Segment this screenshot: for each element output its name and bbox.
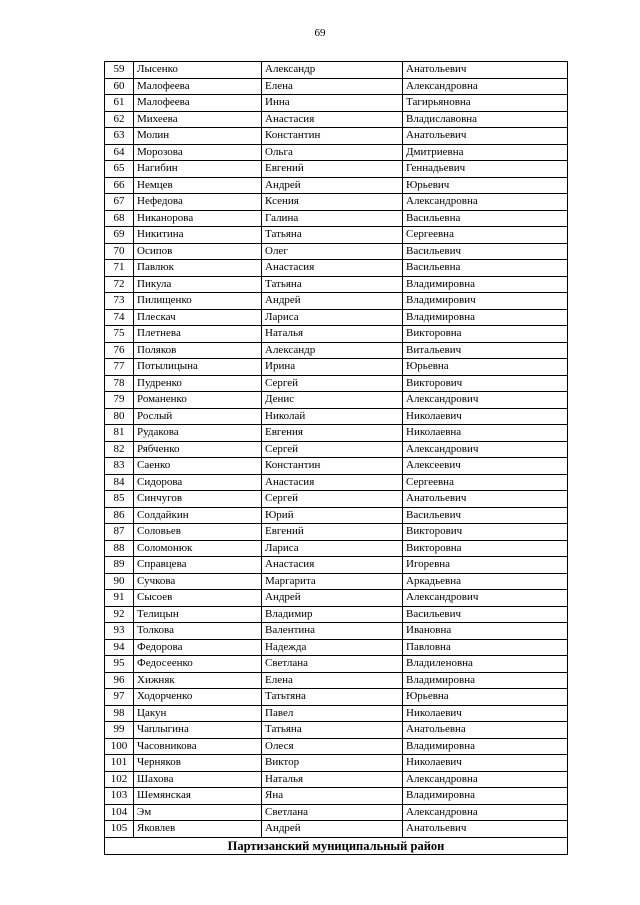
row-number-cell: 77 bbox=[105, 359, 134, 376]
row-number-cell: 100 bbox=[105, 738, 134, 755]
row-number-cell: 82 bbox=[105, 441, 134, 458]
first-name-cell: Денис bbox=[262, 392, 403, 409]
surname-cell: Малофеева bbox=[134, 78, 262, 95]
table-row bbox=[105, 375, 568, 392]
table-row bbox=[105, 260, 568, 277]
table-row bbox=[105, 474, 568, 491]
surname-cell: Павлюк bbox=[134, 260, 262, 277]
first-name-cell: Константин bbox=[262, 128, 403, 145]
surname-cell: Нагибин bbox=[134, 161, 262, 178]
surname-cell: Черняков bbox=[134, 755, 262, 772]
table-row bbox=[105, 507, 568, 524]
patronymic-cell: Васильевич bbox=[403, 507, 568, 524]
table-row bbox=[105, 309, 568, 326]
surname-cell: Осипов bbox=[134, 243, 262, 260]
surname-cell: Плескач bbox=[134, 309, 262, 326]
patronymic-cell: Сергеевна bbox=[403, 474, 568, 491]
surname-cell: Хижняк bbox=[134, 672, 262, 689]
patronymic-cell: Александровна bbox=[403, 194, 568, 211]
patronymic-cell: Анатольевич bbox=[403, 491, 568, 508]
patronymic-cell: Владиславовна bbox=[403, 111, 568, 128]
row-number-cell: 69 bbox=[105, 227, 134, 244]
section-heading-row bbox=[105, 837, 568, 854]
surname-cell: Яковлев bbox=[134, 821, 262, 838]
surname-cell: Сысоев bbox=[134, 590, 262, 607]
surname-cell: Нефедова bbox=[134, 194, 262, 211]
patronymic-cell: Владимировна bbox=[403, 276, 568, 293]
first-name-cell: Андрей bbox=[262, 293, 403, 310]
surname-cell: Молин bbox=[134, 128, 262, 145]
surname-cell: Цакун bbox=[134, 705, 262, 722]
row-number-cell: 62 bbox=[105, 111, 134, 128]
surname-cell: Синчугов bbox=[134, 491, 262, 508]
surname-cell: Шемянская bbox=[134, 788, 262, 805]
row-number-cell: 75 bbox=[105, 326, 134, 343]
row-number-cell: 84 bbox=[105, 474, 134, 491]
surname-cell: Плетнева bbox=[134, 326, 262, 343]
surname-cell: Немцев bbox=[134, 177, 262, 194]
first-name-cell: Елена bbox=[262, 78, 403, 95]
row-number-cell: 61 bbox=[105, 95, 134, 112]
row-number-cell: 81 bbox=[105, 425, 134, 442]
table-row bbox=[105, 227, 568, 244]
patronymic-cell: Юрьевич bbox=[403, 177, 568, 194]
patronymic-cell: Викторович bbox=[403, 375, 568, 392]
surname-cell: Солдайкин bbox=[134, 507, 262, 524]
table-row bbox=[105, 705, 568, 722]
patronymic-cell: Александрович bbox=[403, 441, 568, 458]
row-number-cell: 96 bbox=[105, 672, 134, 689]
patronymic-cell: Александровна bbox=[403, 804, 568, 821]
patronymic-cell: Дмитриевна bbox=[403, 144, 568, 161]
patronymic-cell: Юрьевна bbox=[403, 359, 568, 376]
surname-cell: Пилищенко bbox=[134, 293, 262, 310]
table-row bbox=[105, 755, 568, 772]
patronymic-cell: Васильевич bbox=[403, 606, 568, 623]
row-number-cell: 93 bbox=[105, 623, 134, 640]
first-name-cell: Андрей bbox=[262, 821, 403, 838]
first-name-cell: Светлана bbox=[262, 656, 403, 673]
patronymic-cell: Васильевич bbox=[403, 243, 568, 260]
surname-cell: Ходорченко bbox=[134, 689, 262, 706]
first-name-cell: Ирина bbox=[262, 359, 403, 376]
patronymic-cell: Викторовна bbox=[403, 540, 568, 557]
patronymic-cell: Анатольевич bbox=[403, 128, 568, 145]
first-name-cell: Юрий bbox=[262, 507, 403, 524]
row-number-cell: 102 bbox=[105, 771, 134, 788]
first-name-cell: Светлана bbox=[262, 804, 403, 821]
row-number-cell: 104 bbox=[105, 804, 134, 821]
table-row bbox=[105, 590, 568, 607]
table-row bbox=[105, 276, 568, 293]
table-row bbox=[105, 491, 568, 508]
row-number-cell: 95 bbox=[105, 656, 134, 673]
patronymic-cell: Александровна bbox=[403, 771, 568, 788]
first-name-cell: Татьяна bbox=[262, 276, 403, 293]
surname-cell: Лысенко bbox=[134, 62, 262, 79]
surname-cell: Соломонюк bbox=[134, 540, 262, 557]
first-name-cell: Сергей bbox=[262, 491, 403, 508]
surname-cell: Рудакова bbox=[134, 425, 262, 442]
first-name-cell: Ольга bbox=[262, 144, 403, 161]
table-row bbox=[105, 738, 568, 755]
table-row bbox=[105, 326, 568, 343]
patronymic-cell: Павловна bbox=[403, 639, 568, 656]
first-name-cell: Яна bbox=[262, 788, 403, 805]
first-name-cell: Александр bbox=[262, 342, 403, 359]
table-row bbox=[105, 672, 568, 689]
table-row bbox=[105, 441, 568, 458]
surname-cell: Рослый bbox=[134, 408, 262, 425]
row-number-cell: 78 bbox=[105, 375, 134, 392]
row-number-cell: 59 bbox=[105, 62, 134, 79]
first-name-cell: Наталья bbox=[262, 326, 403, 343]
surname-cell: Федосеенко bbox=[134, 656, 262, 673]
patronymic-cell: Николаевич bbox=[403, 755, 568, 772]
surname-cell: Эм bbox=[134, 804, 262, 821]
table-row bbox=[105, 804, 568, 821]
table-row bbox=[105, 243, 568, 260]
table-row bbox=[105, 771, 568, 788]
first-name-cell: Анастасия bbox=[262, 474, 403, 491]
first-name-cell: Александр bbox=[262, 62, 403, 79]
table-row bbox=[105, 722, 568, 739]
row-number-cell: 89 bbox=[105, 557, 134, 574]
table-row bbox=[105, 639, 568, 656]
row-number-cell: 98 bbox=[105, 705, 134, 722]
surname-cell: Морозова bbox=[134, 144, 262, 161]
table-row bbox=[105, 408, 568, 425]
surname-cell: Романенко bbox=[134, 392, 262, 409]
patronymic-cell: Анатольевич bbox=[403, 821, 568, 838]
patronymic-cell: Алексеевич bbox=[403, 458, 568, 475]
section-heading: Партизанский муниципальный район bbox=[105, 837, 568, 854]
table-row bbox=[105, 78, 568, 95]
first-name-cell: Николай bbox=[262, 408, 403, 425]
first-name-cell: Сергей bbox=[262, 375, 403, 392]
patronymic-cell: Аркадьевна bbox=[403, 573, 568, 590]
first-name-cell: Инна bbox=[262, 95, 403, 112]
first-name-cell: Владимир bbox=[262, 606, 403, 623]
surname-cell: Телицын bbox=[134, 606, 262, 623]
patronymic-cell: Юрьевна bbox=[403, 689, 568, 706]
table-row bbox=[105, 359, 568, 376]
row-number-cell: 97 bbox=[105, 689, 134, 706]
surname-cell: Михеева bbox=[134, 111, 262, 128]
row-number-cell: 67 bbox=[105, 194, 134, 211]
first-name-cell: Павел bbox=[262, 705, 403, 722]
first-name-cell: Андрей bbox=[262, 590, 403, 607]
row-number-cell: 70 bbox=[105, 243, 134, 260]
first-name-cell: Виктор bbox=[262, 755, 403, 772]
row-number-cell: 72 bbox=[105, 276, 134, 293]
table-row bbox=[105, 144, 568, 161]
patronymic-cell: Владимировна bbox=[403, 788, 568, 805]
table-row bbox=[105, 194, 568, 211]
row-number-cell: 65 bbox=[105, 161, 134, 178]
surname-cell: Толкова bbox=[134, 623, 262, 640]
patronymic-cell: Тагирьяновна bbox=[403, 95, 568, 112]
roster-body bbox=[105, 62, 568, 838]
patronymic-cell: Геннадьевич bbox=[403, 161, 568, 178]
row-number-cell: 90 bbox=[105, 573, 134, 590]
surname-cell: Сидорова bbox=[134, 474, 262, 491]
row-number-cell: 105 bbox=[105, 821, 134, 838]
row-number-cell: 74 bbox=[105, 309, 134, 326]
table-row bbox=[105, 128, 568, 145]
row-number-cell: 73 bbox=[105, 293, 134, 310]
surname-cell: Соловьев bbox=[134, 524, 262, 541]
surname-cell: Рябченко bbox=[134, 441, 262, 458]
first-name-cell: Галина bbox=[262, 210, 403, 227]
surname-cell: Чаплыгина bbox=[134, 722, 262, 739]
row-number-cell: 88 bbox=[105, 540, 134, 557]
row-number-cell: 71 bbox=[105, 260, 134, 277]
first-name-cell: Маргарита bbox=[262, 573, 403, 590]
patronymic-cell: Николаевич bbox=[403, 705, 568, 722]
table-row bbox=[105, 111, 568, 128]
table-row bbox=[105, 177, 568, 194]
patronymic-cell: Владиленовна bbox=[403, 656, 568, 673]
first-name-cell: Анастасия bbox=[262, 260, 403, 277]
row-number-cell: 101 bbox=[105, 755, 134, 772]
page-number: 69 bbox=[314, 27, 326, 39]
surname-cell: Сучкова bbox=[134, 573, 262, 590]
patronymic-cell: Сергеевна bbox=[403, 227, 568, 244]
roster-table bbox=[104, 61, 568, 855]
table-row bbox=[105, 573, 568, 590]
patronymic-cell: Анатольевич bbox=[403, 62, 568, 79]
row-number-cell: 79 bbox=[105, 392, 134, 409]
row-number-cell: 92 bbox=[105, 606, 134, 623]
surname-cell: Никанорова bbox=[134, 210, 262, 227]
row-number-cell: 76 bbox=[105, 342, 134, 359]
patronymic-cell: Владимировна bbox=[403, 672, 568, 689]
patronymic-cell: Анатольевна bbox=[403, 722, 568, 739]
surname-cell: Никитина bbox=[134, 227, 262, 244]
patronymic-cell: Владимирович bbox=[403, 293, 568, 310]
patronymic-cell: Васильевна bbox=[403, 210, 568, 227]
table-row bbox=[105, 161, 568, 178]
patronymic-cell: Николаевна bbox=[403, 425, 568, 442]
surname-cell: Малофеева bbox=[134, 95, 262, 112]
table-row bbox=[105, 524, 568, 541]
patronymic-cell: Викторовна bbox=[403, 326, 568, 343]
table-row bbox=[105, 62, 568, 79]
row-number-cell: 64 bbox=[105, 144, 134, 161]
patronymic-cell: Витальевич bbox=[403, 342, 568, 359]
surname-cell: Пикула bbox=[134, 276, 262, 293]
table-row bbox=[105, 557, 568, 574]
table-row bbox=[105, 458, 568, 475]
surname-cell: Федорова bbox=[134, 639, 262, 656]
table-row bbox=[105, 821, 568, 838]
first-name-cell: Анастасия bbox=[262, 557, 403, 574]
patronymic-cell: Игоревна bbox=[403, 557, 568, 574]
table-row bbox=[105, 656, 568, 673]
surname-cell: Поляков bbox=[134, 342, 262, 359]
row-number-cell: 103 bbox=[105, 788, 134, 805]
table-row bbox=[105, 210, 568, 227]
first-name-cell: Сергей bbox=[262, 441, 403, 458]
table-row bbox=[105, 788, 568, 805]
surname-cell: Шахова bbox=[134, 771, 262, 788]
row-number-cell: 99 bbox=[105, 722, 134, 739]
first-name-cell: Татьяна bbox=[262, 722, 403, 739]
table-row bbox=[105, 293, 568, 310]
row-number-cell: 87 bbox=[105, 524, 134, 541]
first-name-cell: Татьтяна bbox=[262, 689, 403, 706]
row-number-cell: 63 bbox=[105, 128, 134, 145]
row-number-cell: 80 bbox=[105, 408, 134, 425]
table-row bbox=[105, 689, 568, 706]
first-name-cell: Евгений bbox=[262, 161, 403, 178]
first-name-cell: Лариса bbox=[262, 540, 403, 557]
table-row bbox=[105, 95, 568, 112]
row-number-cell: 86 bbox=[105, 507, 134, 524]
patronymic-cell: Александрович bbox=[403, 590, 568, 607]
table-row bbox=[105, 392, 568, 409]
row-number-cell: 60 bbox=[105, 78, 134, 95]
table-row bbox=[105, 342, 568, 359]
first-name-cell: Анастасия bbox=[262, 111, 403, 128]
first-name-cell: Надежда bbox=[262, 639, 403, 656]
table-row bbox=[105, 425, 568, 442]
first-name-cell: Ксения bbox=[262, 194, 403, 211]
patronymic-cell: Васильевна bbox=[403, 260, 568, 277]
surname-cell: Часовникова bbox=[134, 738, 262, 755]
first-name-cell: Татьяна bbox=[262, 227, 403, 244]
row-number-cell: 83 bbox=[105, 458, 134, 475]
first-name-cell: Елена bbox=[262, 672, 403, 689]
table-row bbox=[105, 540, 568, 557]
table-row bbox=[105, 606, 568, 623]
first-name-cell: Лариса bbox=[262, 309, 403, 326]
patronymic-cell: Викторович bbox=[403, 524, 568, 541]
first-name-cell: Андрей bbox=[262, 177, 403, 194]
first-name-cell: Олег bbox=[262, 243, 403, 260]
first-name-cell: Константин bbox=[262, 458, 403, 475]
row-number-cell: 68 bbox=[105, 210, 134, 227]
surname-cell: Саенко bbox=[134, 458, 262, 475]
patronymic-cell: Александрович bbox=[403, 392, 568, 409]
surname-cell: Пудренко bbox=[134, 375, 262, 392]
patronymic-cell: Владимировна bbox=[403, 309, 568, 326]
row-number-cell: 94 bbox=[105, 639, 134, 656]
row-number-cell: 66 bbox=[105, 177, 134, 194]
patronymic-cell: Николаевич bbox=[403, 408, 568, 425]
row-number-cell: 85 bbox=[105, 491, 134, 508]
first-name-cell: Евгения bbox=[262, 425, 403, 442]
table-row bbox=[105, 623, 568, 640]
patronymic-cell: Ивановна bbox=[403, 623, 568, 640]
first-name-cell: Олеся bbox=[262, 738, 403, 755]
patronymic-cell: Александровна bbox=[403, 78, 568, 95]
first-name-cell: Евгений bbox=[262, 524, 403, 541]
surname-cell: Справцева bbox=[134, 557, 262, 574]
row-number-cell: 91 bbox=[105, 590, 134, 607]
first-name-cell: Наталья bbox=[262, 771, 403, 788]
first-name-cell: Валентина bbox=[262, 623, 403, 640]
patronymic-cell: Владимировна bbox=[403, 738, 568, 755]
surname-cell: Потылицына bbox=[134, 359, 262, 376]
